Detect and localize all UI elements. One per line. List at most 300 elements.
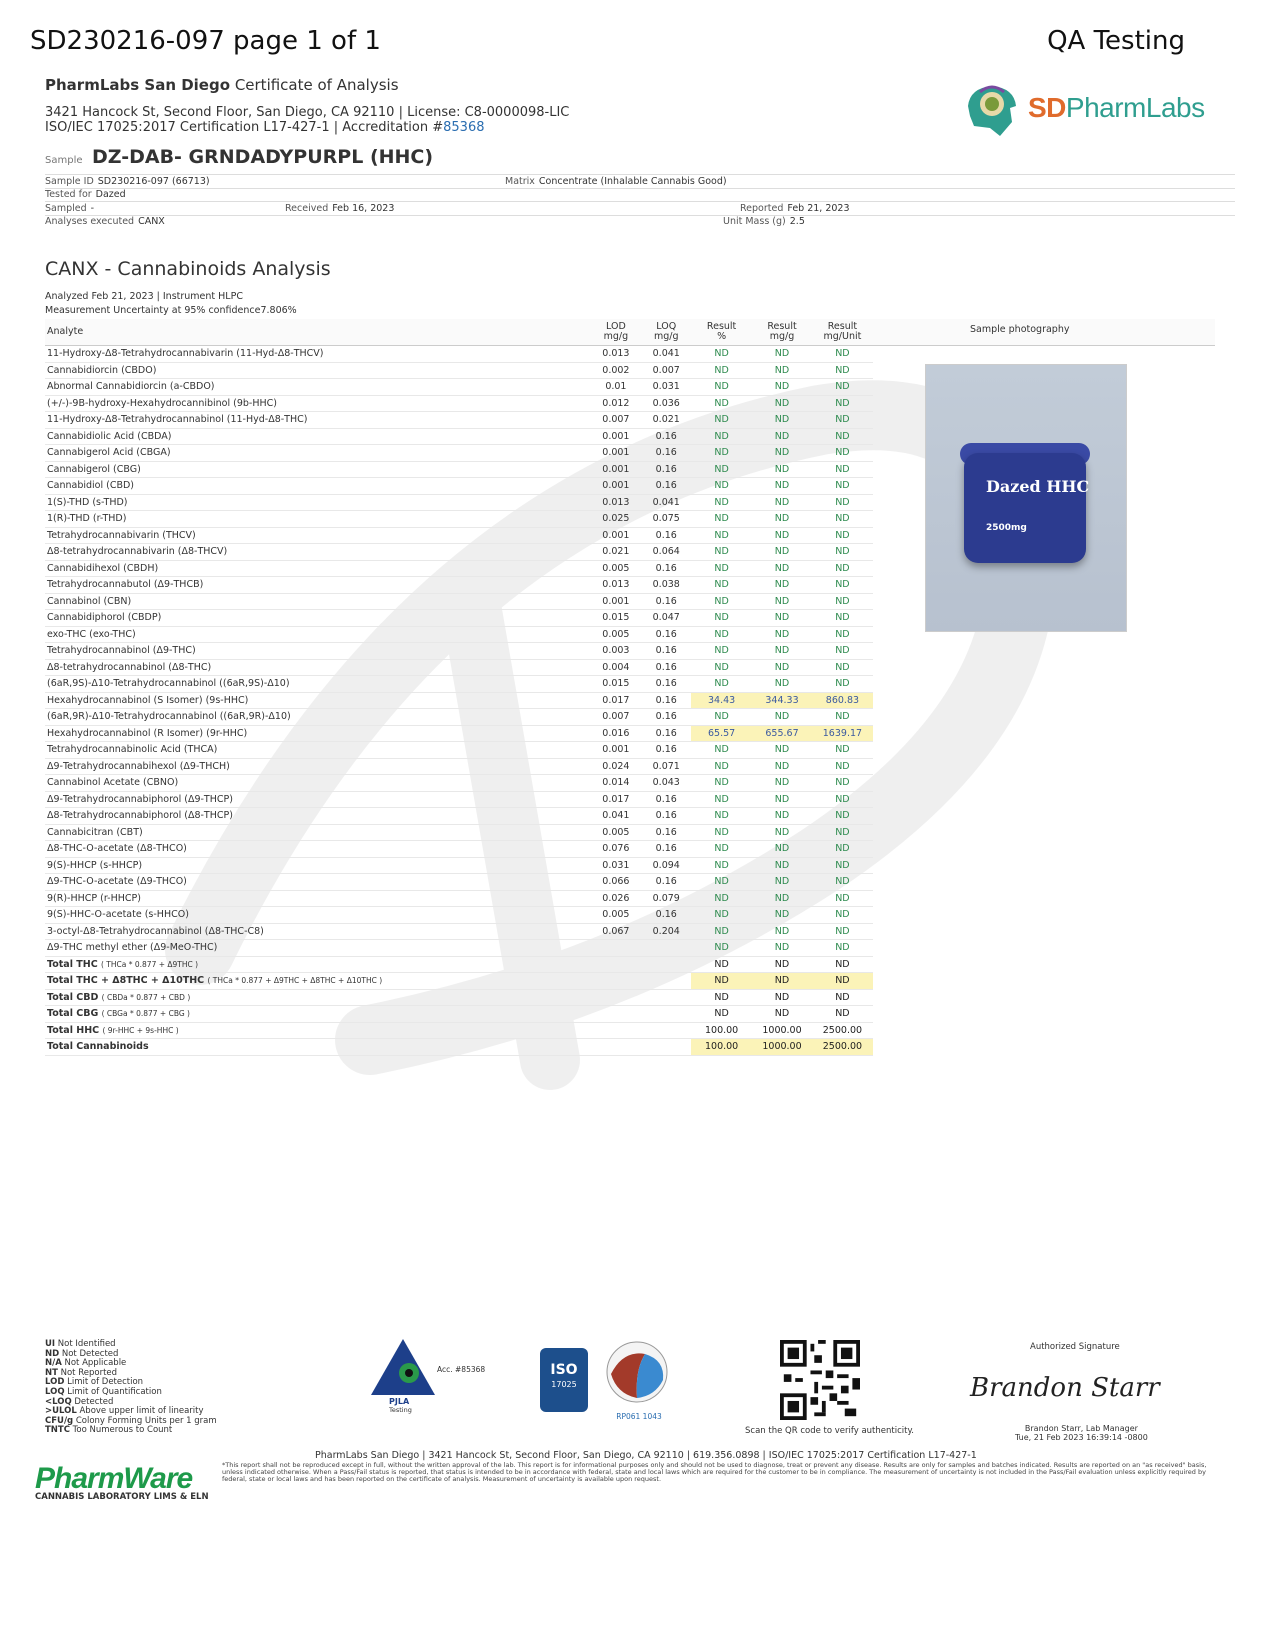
result-unit: ND <box>812 478 872 495</box>
analyte-name: Cannabidiphorol (CBDP) <box>45 610 591 627</box>
result-unit: ND <box>812 775 872 792</box>
loq-value: 0.16 <box>641 527 691 544</box>
iso-line: ISO/IEC 17025:2017 Certification L17-427-1 | Accreditation # <box>45 120 444 135</box>
result-unit: ND <box>812 395 872 412</box>
total-name <box>45 989 591 1006</box>
loq-value: 0.16 <box>641 593 691 610</box>
result-unit: ND <box>812 758 872 775</box>
total-mgg: ND <box>752 973 812 990</box>
table-row <box>45 775 1215 792</box>
analyte-name: Cannabigerol (CBG) <box>45 461 591 478</box>
total-row <box>45 1039 1215 1056</box>
total-unit: 2500.00 <box>812 1022 872 1039</box>
result-unit: 860.83 <box>812 692 872 709</box>
legend-text: Not Detected <box>61 1348 119 1359</box>
unit-mass: Unit Mass (g) 2.5 <box>723 216 805 227</box>
result-pct: ND <box>691 890 751 907</box>
loq-value <box>641 940 691 957</box>
loq-value: 0.043 <box>641 775 691 792</box>
loq-value: 0.16 <box>641 560 691 577</box>
analyte-name: 9(R)-HHCP (r-HHCP) <box>45 890 591 907</box>
empty-cell <box>641 956 691 973</box>
result-unit: ND <box>812 841 872 858</box>
photo-column-cell <box>873 973 1215 990</box>
result-unit: ND <box>812 577 872 594</box>
agency-seal-icon <box>605 1340 669 1404</box>
photo-column-cell <box>873 709 1215 726</box>
total-mgg: 1000.00 <box>752 1039 812 1056</box>
legend-abbr: CFU/g <box>45 1415 74 1426</box>
pjla-label: PJLA <box>389 1397 410 1406</box>
result-unit: ND <box>812 808 872 825</box>
table-row <box>45 659 1215 676</box>
result-mgg: ND <box>752 626 812 643</box>
col-result-unit: Result mg/Unit <box>812 319 872 346</box>
result-unit: ND <box>812 659 872 676</box>
loq-value: 0.16 <box>641 907 691 924</box>
result-unit: ND <box>812 544 872 561</box>
analyte-name: 1(S)-THD (s-THD) <box>45 494 591 511</box>
analyte-name: Tetrahydrocannabinolic Acid (THCA) <box>45 742 591 759</box>
tested-for: Tested for Dazed <box>45 189 126 200</box>
legend-abbr: >ULOL <box>45 1406 77 1417</box>
lab-address: 3421 Hancock St, Second Floor, San Diego, CA 92110 | License: C8-0000098-LIC <box>45 105 570 120</box>
table-row <box>45 709 1215 726</box>
loq-value: 0.041 <box>641 346 691 363</box>
table-row <box>45 758 1215 775</box>
lod-value <box>591 940 641 957</box>
result-pct: ND <box>691 511 751 528</box>
result-mgg: ND <box>752 791 812 808</box>
pjla-triangle-icon <box>365 1335 495 1415</box>
lod-value: 0.002 <box>591 362 641 379</box>
lod-value: 0.017 <box>591 791 641 808</box>
result-pct: ND <box>691 428 751 445</box>
sdpharmlabs-logo <box>960 78 1220 142</box>
photo-column-cell <box>873 923 1215 940</box>
document-id: SD230216-097 page 1 of 1 <box>30 26 381 56</box>
result-mgg: ND <box>752 775 812 792</box>
lod-value: 0.005 <box>591 560 641 577</box>
analyte-name: (+/-)-9B-hydroxy-Hexahydrocannibinol (9b-HHC) <box>45 395 591 412</box>
result-unit: ND <box>812 742 872 759</box>
lab-title <box>45 76 399 94</box>
pharmware-logo <box>35 1462 209 1502</box>
result-mgg: ND <box>752 709 812 726</box>
empty-cell <box>591 956 641 973</box>
legend-abbr: N/A <box>45 1358 62 1369</box>
legend-abbr: ND <box>45 1348 60 1359</box>
result-pct: ND <box>691 659 751 676</box>
legend-text: Limit of Detection <box>67 1377 144 1388</box>
result-pct: ND <box>691 676 751 693</box>
lod-value: 0.01 <box>591 379 641 396</box>
total-unit: ND <box>812 973 872 990</box>
result-unit: ND <box>812 643 872 660</box>
result-mgg: ND <box>752 841 812 858</box>
loq-value: 0.036 <box>641 395 691 412</box>
lod-value: 0.013 <box>591 346 641 363</box>
lod-value: 0.004 <box>591 659 641 676</box>
total-label: Total CBG <box>47 1008 99 1020</box>
table-row <box>45 907 1215 924</box>
total-name <box>45 1022 591 1039</box>
loq-value: 0.007 <box>641 362 691 379</box>
loq-value: 0.16 <box>641 659 691 676</box>
result-mgg: ND <box>752 758 812 775</box>
table-row <box>45 346 1215 363</box>
photo-column-cell <box>873 874 1215 891</box>
lab-name: PharmLabs San Diego <box>45 76 231 94</box>
loq-value: 0.16 <box>641 824 691 841</box>
col-loq: LOQ mg/g <box>641 319 691 346</box>
result-mgg: ND <box>752 560 812 577</box>
result-pct: ND <box>691 907 751 924</box>
sample-label: Sample <box>45 155 83 166</box>
result-pct: ND <box>691 544 751 561</box>
result-mgg: 655.67 <box>752 725 812 742</box>
total-row <box>45 956 1215 973</box>
verification-qr-code[interactable] <box>780 1340 860 1420</box>
loq-value: 0.041 <box>641 494 691 511</box>
sample-photography-label: Sample photography <box>970 324 1070 335</box>
analyte-name: Δ9-THC methyl ether (Δ9-MeO-THC) <box>45 940 591 957</box>
legend-text: Not Applicable <box>64 1358 127 1369</box>
lod-value: 0.015 <box>591 676 641 693</box>
loq-value: 0.021 <box>641 412 691 429</box>
analyte-name: 11-Hydroxy-Δ8-Tetrahydrocannabinol (11-Hyd-Δ8-THC) <box>45 412 591 429</box>
analyte-name: 1(R)-THD (r-THD) <box>45 511 591 528</box>
result-unit: ND <box>812 626 872 643</box>
analyte-name: (6aR,9R)-Δ10-Tetrahydrocannabinol ((6aR,9R)-Δ10) <box>45 709 591 726</box>
lod-value: 0.001 <box>591 742 641 759</box>
lod-value: 0.024 <box>591 758 641 775</box>
legend-abbr: TNTC <box>45 1425 70 1436</box>
result-unit: ND <box>812 907 872 924</box>
photo-column-cell <box>873 676 1215 693</box>
photo-column-cell <box>873 791 1215 808</box>
empty-cell <box>641 1039 691 1056</box>
photo-column-cell <box>873 841 1215 858</box>
legend-item <box>45 1426 217 1436</box>
lod-value: 0.017 <box>591 692 641 709</box>
result-unit: ND <box>812 461 872 478</box>
table-row <box>45 890 1215 907</box>
loq-value: 0.16 <box>641 709 691 726</box>
col-lod: LOD mg/g <box>591 319 641 346</box>
pharmware-wordmark: PharmWare <box>35 1462 193 1495</box>
analyte-name: exo-THC (exo-THC) <box>45 626 591 643</box>
empty-cell <box>641 989 691 1006</box>
result-mgg: ND <box>752 544 812 561</box>
lod-value: 0.013 <box>591 494 641 511</box>
total-row <box>45 1006 1215 1023</box>
lod-value: 0.031 <box>591 857 641 874</box>
iso-badge: ISO 17025 <box>540 1348 588 1412</box>
result-unit: ND <box>812 379 872 396</box>
result-mgg: ND <box>752 395 812 412</box>
loq-value: 0.16 <box>641 461 691 478</box>
jar-strength: 2500mg <box>986 523 1027 533</box>
legend-text: Too Numerous to Count <box>72 1425 173 1436</box>
photo-column-cell <box>873 956 1215 973</box>
analyte-name: 9(S)-HHCP (s-HHCP) <box>45 857 591 874</box>
photo-column-cell <box>873 659 1215 676</box>
result-pct: 65.57 <box>691 725 751 742</box>
analyte-name: Tetrahydrocannabinol (Δ9-THC) <box>45 643 591 660</box>
signature-label: Authorized Signature <box>1030 1342 1120 1352</box>
total-mgg: ND <box>752 956 812 973</box>
loq-value: 0.064 <box>641 544 691 561</box>
analyte-name: Δ8-Tetrahydrocannabiphorol (Δ8-THCP) <box>45 808 591 825</box>
loq-value: 0.16 <box>641 428 691 445</box>
accreditation-link[interactable]: 85368 <box>443 120 485 135</box>
total-unit: ND <box>812 989 872 1006</box>
total-name <box>45 1006 591 1023</box>
lab-certification <box>45 120 485 135</box>
result-pct: ND <box>691 874 751 891</box>
result-unit: 1639.17 <box>812 725 872 742</box>
reported-date: Reported Feb 21, 2023 <box>740 203 850 214</box>
result-mgg: ND <box>752 461 812 478</box>
result-unit: ND <box>812 791 872 808</box>
lod-value: 0.001 <box>591 478 641 495</box>
result-pct: ND <box>691 857 751 874</box>
legend-abbr: NT <box>45 1367 58 1378</box>
analyte-name: Cannabidiolic Acid (CBDA) <box>45 428 591 445</box>
photo-column-cell <box>873 1022 1215 1039</box>
result-mgg: ND <box>752 362 812 379</box>
photo-column-cell <box>873 725 1215 742</box>
loq-value: 0.094 <box>641 857 691 874</box>
result-pct: ND <box>691 791 751 808</box>
total-formula: ( CBGa * 0.877 + CBG ) <box>101 1009 190 1019</box>
analyte-name: 11-Hydroxy-Δ8-Tetrahydrocannabivarin (11-Hyd-Δ8-THCV) <box>45 346 591 363</box>
analyte-name: Cannabinol Acetate (CBNO) <box>45 775 591 792</box>
legend-abbr: <LOQ <box>45 1396 72 1407</box>
result-pct: ND <box>691 362 751 379</box>
total-formula: ( THCa * 0.877 + Δ9THC ) <box>100 959 199 969</box>
result-mgg: ND <box>752 577 812 594</box>
total-pct: 100.00 <box>691 1022 751 1039</box>
result-mgg: ND <box>752 659 812 676</box>
result-pct: ND <box>691 346 751 363</box>
legend-text: Limit of Quantification <box>67 1386 162 1397</box>
result-unit: ND <box>812 428 872 445</box>
loq-value: 0.16 <box>641 692 691 709</box>
result-unit: ND <box>812 709 872 726</box>
result-mgg: ND <box>752 593 812 610</box>
california-seal-icon <box>960 78 1024 142</box>
lod-value: 0.005 <box>591 824 641 841</box>
result-mgg: ND <box>752 445 812 462</box>
result-mgg: ND <box>752 890 812 907</box>
result-mgg: ND <box>752 874 812 891</box>
total-label: Total CBD <box>47 991 99 1003</box>
result-unit: ND <box>812 890 872 907</box>
loq-value: 0.16 <box>641 874 691 891</box>
total-formula: ( CBDa * 0.877 + CBD ) <box>101 992 191 1002</box>
legend-text: Not Reported <box>60 1367 118 1378</box>
qr-caption: Scan the QR code to verify authenticity. <box>745 1426 914 1436</box>
result-mgg: 344.33 <box>752 692 812 709</box>
lod-value: 0.003 <box>591 643 641 660</box>
result-unit: ND <box>812 527 872 544</box>
footer-address: PharmLabs San Diego | 3421 Hancock St, Second Floor, San Diego, CA 92110 | 619.356.0898 | ISO/IEC 17025:2017 Certification L17-427-1 <box>315 1450 977 1461</box>
lod-value: 0.005 <box>591 907 641 924</box>
table-row <box>45 725 1215 742</box>
lod-value: 0.016 <box>591 725 641 742</box>
photo-column-cell <box>873 1039 1215 1056</box>
result-mgg: ND <box>752 940 812 957</box>
empty-cell <box>641 973 691 990</box>
loq-value: 0.16 <box>641 445 691 462</box>
result-unit: ND <box>812 923 872 940</box>
loq-value: 0.075 <box>641 511 691 528</box>
document-type: Certificate of Analysis <box>234 76 399 94</box>
photo-column-cell <box>873 907 1215 924</box>
legend-text: Not Identified <box>57 1339 116 1349</box>
empty-cell <box>591 1022 641 1039</box>
photo-column-cell <box>873 940 1215 957</box>
result-pct: ND <box>691 379 751 396</box>
sample-id: Sample ID SD230216-097 (66713) <box>45 176 210 187</box>
result-pct: ND <box>691 643 751 660</box>
result-unit: ND <box>812 610 872 627</box>
analyte-name: (6aR,9S)-Δ10-Tetrahydrocannabinol ((6aR,9S)-Δ10) <box>45 676 591 693</box>
result-unit: ND <box>812 362 872 379</box>
total-name <box>45 956 591 973</box>
total-row <box>45 973 1215 990</box>
seal-id: RP061 1043 <box>616 1412 662 1421</box>
result-unit: ND <box>812 511 872 528</box>
lod-value: 0.007 <box>591 412 641 429</box>
total-pct: ND <box>691 1006 751 1023</box>
disclaimer: *This report shall not be reproduced except in full, without the written approval of the lab. This report is for informational purposes only and should not be used to diagnose, treat or prevent any disease. Results are only for samples and batches indicated. Results are reported on an "as received" basis, unless indicated otherwise. When a Pass/Fail status is reported, that status is intended to be in accordance with federal, state and local laws which are required for the customer to be in compliance. The measurement of uncertainty is not included in the Pass/Fail evaluation unless explicitly required by federal, state or local laws and has been reported on the certificate of analysis. Measurement of uncertainty is available upon request. <box>222 1461 1207 1484</box>
result-pct: ND <box>691 841 751 858</box>
result-pct: ND <box>691 923 751 940</box>
total-unit: 2500.00 <box>812 1039 872 1056</box>
loq-value: 0.031 <box>641 379 691 396</box>
photo-column-cell <box>873 1006 1215 1023</box>
table-row <box>45 824 1215 841</box>
analyte-name: Cannabidiorcin (CBDO) <box>45 362 591 379</box>
result-unit: ND <box>812 412 872 429</box>
analyzed-info: Analyzed Feb 21, 2023 | Instrument HLPC <box>45 291 243 302</box>
empty-cell <box>591 989 641 1006</box>
result-pct: ND <box>691 775 751 792</box>
total-mgg: 1000.00 <box>752 1022 812 1039</box>
photo-column-cell <box>873 346 1215 363</box>
lod-value: 0.041 <box>591 808 641 825</box>
table-row <box>45 940 1215 957</box>
total-pct: ND <box>691 973 751 990</box>
lod-value: 0.026 <box>591 890 641 907</box>
table-row <box>45 742 1215 759</box>
result-pct: ND <box>691 758 751 775</box>
signer-info <box>1015 1424 1148 1442</box>
result-pct: 34.43 <box>691 692 751 709</box>
lod-value: 0.005 <box>591 626 641 643</box>
total-pct: ND <box>691 989 751 1006</box>
legend-text: Above upper limit of linearity <box>79 1406 204 1417</box>
result-mgg: ND <box>752 478 812 495</box>
pjla-badge <box>365 1335 495 1415</box>
loq-value: 0.038 <box>641 577 691 594</box>
analyte-name: 9(S)-HHC-O-acetate (s-HHCO) <box>45 907 591 924</box>
lod-value: 0.076 <box>591 841 641 858</box>
loq-value: 0.16 <box>641 808 691 825</box>
empty-cell <box>641 1006 691 1023</box>
table-row <box>45 857 1215 874</box>
analyses-executed: Analyses executed CANX <box>45 216 165 227</box>
result-mgg: ND <box>752 907 812 924</box>
result-mgg: ND <box>752 824 812 841</box>
qa-testing-label: QA Testing <box>1047 26 1185 56</box>
empty-cell <box>591 973 641 990</box>
result-mgg: ND <box>752 808 812 825</box>
logo-text: SDPharmLabs <box>1028 92 1205 123</box>
signature: Brandon Starr <box>970 1373 1160 1403</box>
lod-value: 0.021 <box>591 544 641 561</box>
result-pct: ND <box>691 494 751 511</box>
result-pct: ND <box>691 824 751 841</box>
section-title: CANX - Cannabinoids Analysis <box>45 258 331 280</box>
result-pct: ND <box>691 709 751 726</box>
total-unit: ND <box>812 1006 872 1023</box>
lod-value: 0.001 <box>591 527 641 544</box>
lod-value: 0.067 <box>591 923 641 940</box>
col-analyte: Analyte <box>45 319 591 346</box>
result-pct: ND <box>691 808 751 825</box>
result-mgg: ND <box>752 923 812 940</box>
photo-column-cell <box>873 758 1215 775</box>
total-pct: 100.00 <box>691 1039 751 1056</box>
jar <box>964 453 1086 563</box>
total-label: Total THC + Δ8THC + Δ10THC <box>47 975 205 987</box>
result-pct: ND <box>691 577 751 594</box>
result-pct: ND <box>691 395 751 412</box>
loq-value: 0.047 <box>641 610 691 627</box>
agency-seal <box>605 1340 673 1430</box>
lod-value: 0.025 <box>591 511 641 528</box>
received-date: Received Feb 16, 2023 <box>285 203 395 214</box>
col-result-mgg: Result mg/g <box>752 319 812 346</box>
analyte-name: Δ9-Tetrahydrocannabihexol (Δ9-THCH) <box>45 758 591 775</box>
result-mgg: ND <box>752 494 812 511</box>
result-pct: ND <box>691 742 751 759</box>
abbreviation-legend <box>45 1340 217 1436</box>
result-pct: ND <box>691 527 751 544</box>
lod-value: 0.001 <box>591 461 641 478</box>
result-mgg: ND <box>752 527 812 544</box>
result-unit: ND <box>812 874 872 891</box>
lod-value: 0.012 <box>591 395 641 412</box>
total-label: Total THC <box>47 958 98 970</box>
total-name <box>45 973 591 990</box>
loq-value: 0.071 <box>641 758 691 775</box>
photo-column-cell <box>873 692 1215 709</box>
result-mgg: ND <box>752 346 812 363</box>
sample-matrix: Matrix Concentrate (Inhalable Cannabis Good) <box>505 176 727 187</box>
photo-column-cell <box>873 643 1215 660</box>
table-row <box>45 808 1215 825</box>
loq-value: 0.16 <box>641 478 691 495</box>
sampled: Sampled - <box>45 203 95 214</box>
analyte-name: Δ8-tetrahydrocannabinol (Δ8-THC) <box>45 659 591 676</box>
total-row <box>45 1022 1215 1039</box>
result-unit: ND <box>812 593 872 610</box>
